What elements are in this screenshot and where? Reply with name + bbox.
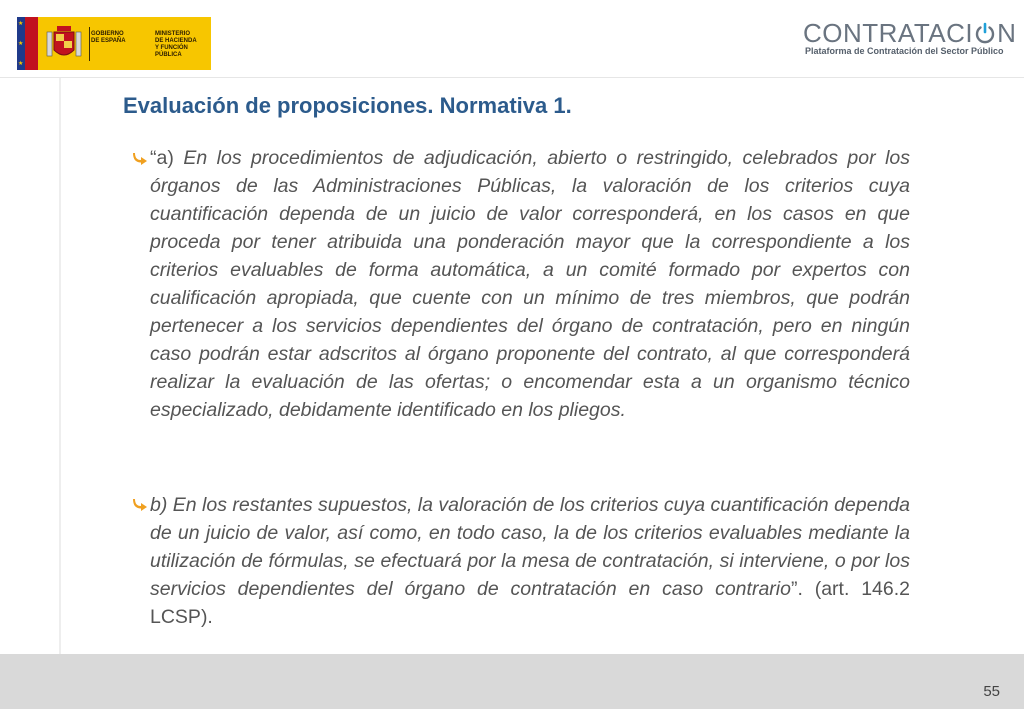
eu-flag-stripe: ★ ★ ★ (17, 17, 38, 70)
left-margin-line (59, 78, 61, 654)
paragraph-a-body: En los procedimientos de adjudicación, abierto o restringido, celebrados por los órganos de las Administraciones Públicas, la valoración de los criterios cuya cuantificación dependa de un juicio de valor corresponderá, en los casos en que proceda por tener atribuida una ponderación mayor que la correspondiente a los criterios evaluables de forma automática, a un comité formado por expertos con cualificación apropiada, que cuente con un mínimo de tres miembros, que podrán pertenecer a los servicios dependientes del órgano de contratación, pero en ningún caso podrán estar adscritos al órgano proponente del contrato, al que corresponderá realizar la evaluación de las ofertas; o encomendar esta a un organismo técnico especializado, debidamente identificado en los pliegos. (150, 147, 910, 421)
government-logo (17, 17, 211, 70)
paragraph-a (150, 144, 910, 424)
paragraph-b (150, 491, 910, 631)
power-o-icon (974, 22, 996, 44)
ministry-line2: DE HACIENDA (155, 38, 197, 44)
header-divider (0, 77, 1024, 78)
page-number: 55 (983, 683, 1000, 700)
footer-bar (0, 654, 1024, 709)
curved-arrow-icon (133, 498, 148, 511)
curved-arrow-icon (133, 152, 148, 165)
coat-of-arms-icon (45, 24, 83, 64)
paragraph-a-lead: “a) (150, 147, 184, 169)
ministry-line3: Y FUNCIÓN PÚBLICA (155, 45, 188, 58)
paragraph-b-body: b) En los restantes supuestos, la valoración de los criterios cuya cuantificación dependa de un juicio de valor, así como, en todo caso, la de los criterios evaluables mediante la utilización de fórmulas, se efectuará por la mesa de contratación, si interviene, o por los servicios dependientes del órgano de contratación en caso contrario (150, 494, 910, 600)
paragraph-b-tail: ”. (art. 146.2 LCSP). (150, 578, 910, 628)
contratacion-logo (803, 18, 1017, 63)
brand-name: CONTRATACI N (803, 18, 1017, 48)
header (0, 0, 1024, 78)
brand-subtitle: Plataforma de Contratación del Sector Público (805, 46, 1004, 56)
ministry-line1: MINISTERIO (155, 31, 191, 37)
gov-name: GOBIERNO DE ESPAÑA (91, 31, 126, 44)
slide-title: Evaluación de proposiciones. Normativa 1. (123, 93, 572, 118)
